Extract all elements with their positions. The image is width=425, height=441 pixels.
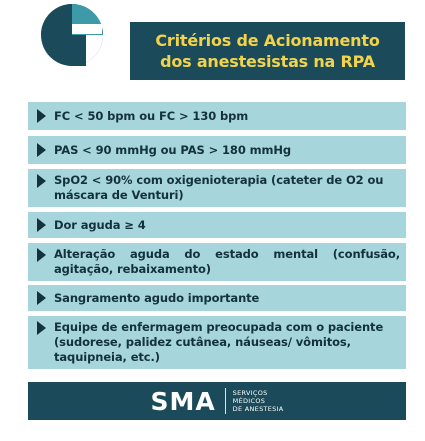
title-line-1: Critérios de Acionamento — [155, 31, 380, 50]
triangle-bullet-icon — [37, 109, 46, 123]
criterion-text: FC < 50 bpm ou FC > 130 bpm — [54, 108, 249, 123]
criterion-item-spo2 — [28, 169, 406, 207]
criterion-item-bleeding — [28, 285, 406, 311]
criterion-text: SpO2 < 90% com oxigenioterapia (cateter de O2 ou máscara de Venturi) — [54, 173, 384, 202]
triangle-bullet-icon — [37, 143, 46, 157]
triangle-bullet-icon — [37, 174, 46, 188]
sma-circle-logo-icon — [38, 2, 106, 68]
triangle-bullet-icon — [37, 321, 46, 335]
criterion-item-pain — [28, 212, 406, 238]
criterion-item-nursing-concern — [28, 316, 406, 369]
criterion-text: Dor aguda ≥ 4 — [54, 217, 146, 232]
sma-logo — [38, 2, 106, 68]
criterion-item-blood-pressure — [28, 136, 406, 164]
criterion-text: Alteração aguda do estado mental (confusão, agitação, rebaixamento) — [54, 247, 400, 276]
title-line-2: dos anestesistas na RPA — [160, 52, 375, 71]
title-banner — [130, 22, 405, 80]
footer-brand-bar — [28, 382, 406, 420]
criterion-text: Sangramento agudo importante — [54, 290, 260, 305]
criterion-text: PAS < 90 mmHg ou PAS > 180 mmHg — [54, 142, 292, 157]
brand-logo-text: SMA — [150, 386, 216, 416]
criterion-text: Equipe de enfermagem preocupada com o paciente (sudorese, palidez cutânea, náuseas/ vômitos, taquipneia, etc.) — [54, 320, 384, 364]
footer-divider — [225, 388, 226, 414]
brand-subtitle-line-2: MÉDICOS — [232, 397, 266, 405]
criterion-item-heart-rate — [28, 102, 406, 130]
triangle-bullet-icon — [37, 291, 46, 305]
brand-subtitle-line-3: DE ANESTESIA — [232, 405, 284, 413]
brand-subtitle-line-1: SERVIÇOS — [232, 389, 268, 397]
brand-subtitle — [233, 389, 284, 413]
triangle-bullet-icon — [37, 248, 46, 262]
triangle-bullet-icon — [37, 218, 46, 232]
criterion-item-mental-status — [28, 243, 406, 281]
